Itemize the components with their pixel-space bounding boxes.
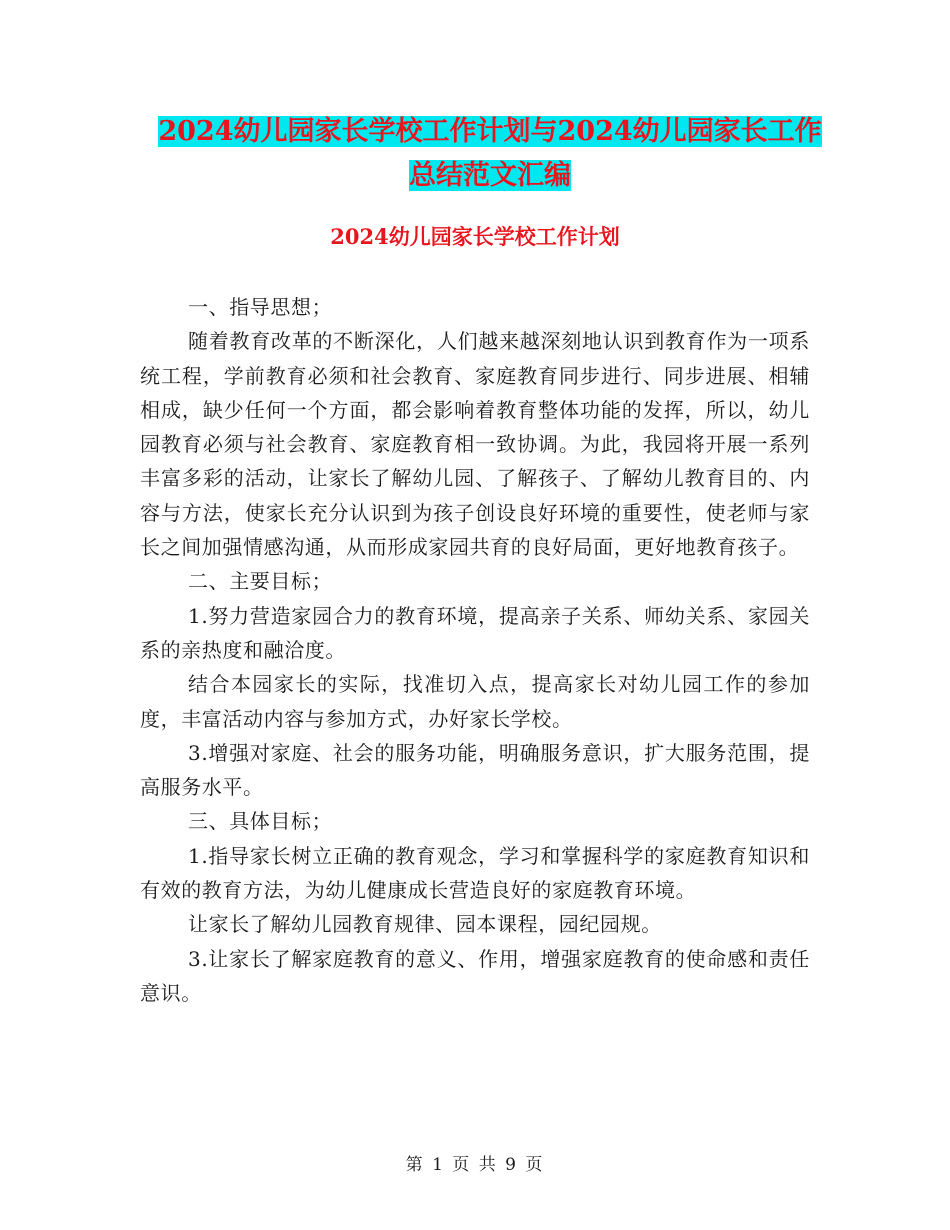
section-title: 2024幼儿园家长学校工作计划 — [330, 224, 620, 249]
heading-specific-goals: 三、具体目标； — [188, 809, 333, 834]
document-body — [140, 290, 810, 1010]
heading-guiding-ideology: 一、指导思想； — [188, 295, 333, 319]
paragraph-main-goal-2: 结合本园家长的实际，找准切入点，提高家长对幼儿园工作的参加度，丰富活动内容与参加方式，办好家长学校。 — [140, 672, 810, 731]
document-title-line2: 总结范文汇编 — [409, 160, 571, 191]
paragraph-specific-goal-3: 3.让家长了解家庭教育的意义、作用，增强家庭教育的使命感和责任意识。 — [140, 946, 810, 1005]
paragraph-guiding-ideology: 随着教育改革的不断深化，人们越来越深刻地认识到教育作为一项系统工程，学前教育必须和社会教育、家庭教育同步进行、同步进展、相辅相成，缺少任何一个方面，都会影响着教育整体功能的发挥，所以，幼儿园教育必须与社会教育、家庭教育相一致协调。为此，我园将开展一系列丰富多彩的活动，让家长了解幼儿园、了解孩子、了解幼儿教育目的、内容与方法，使家长充分认识到为孩子创设良好环境的重要性，使老师与家长之间加强情感沟通，从而形成家园共育的良好局面，更好地教育孩子。 — [140, 329, 810, 560]
document-title — [140, 110, 840, 198]
paragraph-specific-goal-2: 让家长了解幼儿园教育规律、园本课程，园纪园规。 — [188, 912, 662, 937]
paragraph-main-goal-3: 3.增强对家庭、社会的服务功能，明确服务意识，扩大服务范围，提高服务水平。 — [140, 740, 810, 800]
paragraph-specific-goal-1: 1.指导家长树立正确的教育观念，学习和掌握科学的家庭教育知识和有效的教育方法，为幼儿健康成长营造良好的家庭教育环境。 — [140, 843, 810, 903]
page-number-footer: 第 1 页 共 9 页 — [405, 1155, 545, 1175]
paragraph-main-goal-1: 1.努力营造家园合力的教育环境，提高亲子关系、师幼关系、家园关系的亲热度和融洽度。 — [140, 603, 810, 662]
document-title-line1: 2024幼儿园家长学校工作计划与2024幼儿园家长工作 — [158, 116, 822, 147]
heading-main-goals: 二、主要目标； — [188, 569, 333, 594]
